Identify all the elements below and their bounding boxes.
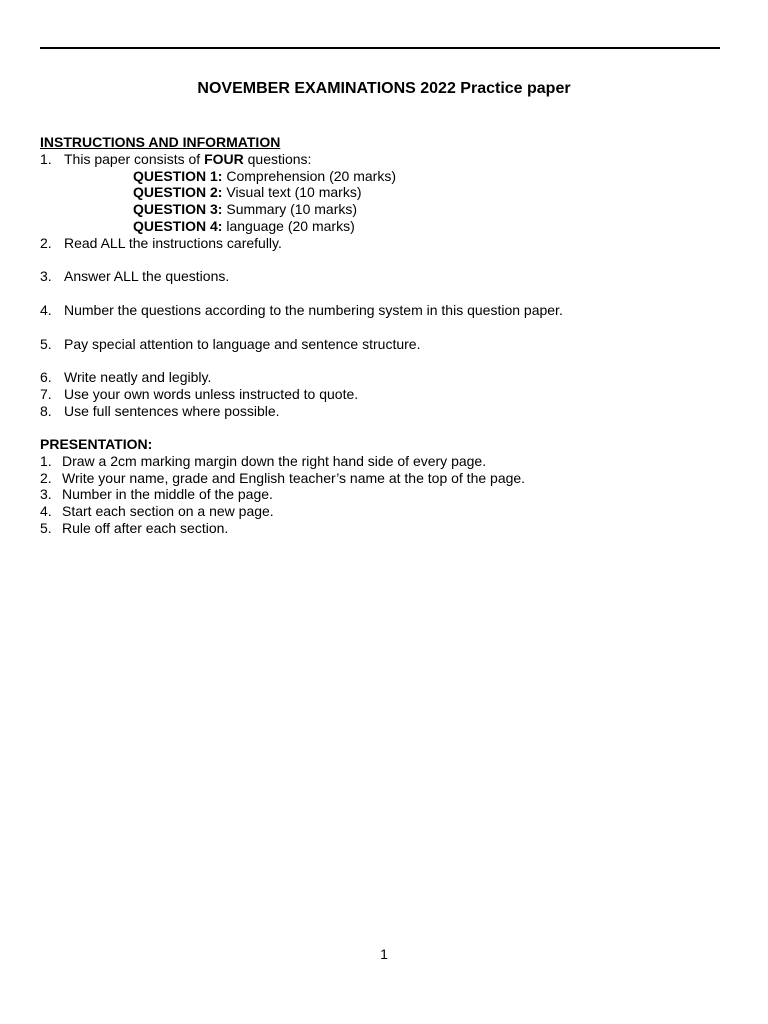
document-title: NOVEMBER EXAMINATIONS 2022 Practice paper	[197, 80, 571, 97]
page-number: 1	[380, 946, 388, 962]
header-rule	[40, 47, 720, 49]
instructions-section	[40, 134, 740, 420]
presentation-item-5: 5. Rule off after each section.	[40, 519, 229, 536]
question-1-line: QUESTION 1: Comprehension (20 marks)	[133, 167, 396, 184]
instruction-item-8: 8. Use full sentences where possible.	[40, 402, 280, 419]
instruction-item-3: 3. Answer ALL the questions.	[40, 268, 230, 285]
instruction-item-7: 7. Use your own words unless instructed to quote.	[40, 385, 359, 402]
question-2-line: QUESTION 2: Visual text (10 marks)	[133, 184, 362, 201]
question-4-line: QUESTION 4: language (20 marks)	[133, 217, 355, 234]
presentation-item-1: 1. Draw a 2cm marking margin down the right hand side of every page.	[40, 452, 487, 469]
presentation-heading: PRESENTATION:	[40, 436, 153, 452]
instruction-item-1: 1. This paper consists of FOUR questions:	[40, 150, 312, 167]
instruction-item-4: 4. Number the questions according to the numbering system in this question paper.	[40, 301, 563, 318]
presentation-item-3: 3. Number in the middle of the page.	[40, 486, 273, 503]
presentation-item-2: 2. Write your name, grade and English teacher’s name at the top of the page.	[40, 469, 526, 486]
instruction-item-6: 6. Write neatly and legibly.	[40, 369, 212, 386]
instruction-item-5: 5. Pay special attention to language and sentence structure.	[40, 335, 421, 352]
question-3-line: QUESTION 3: Summary (10 marks)	[133, 201, 358, 218]
instructions-heading: INSTRUCTIONS AND INFORMATION	[40, 134, 281, 150]
presentation-section	[40, 436, 740, 537]
instruction-item-2: 2. Read ALL the instructions carefully.	[40, 234, 282, 251]
presentation-item-4: 4. Start each section on a new page.	[40, 503, 274, 520]
